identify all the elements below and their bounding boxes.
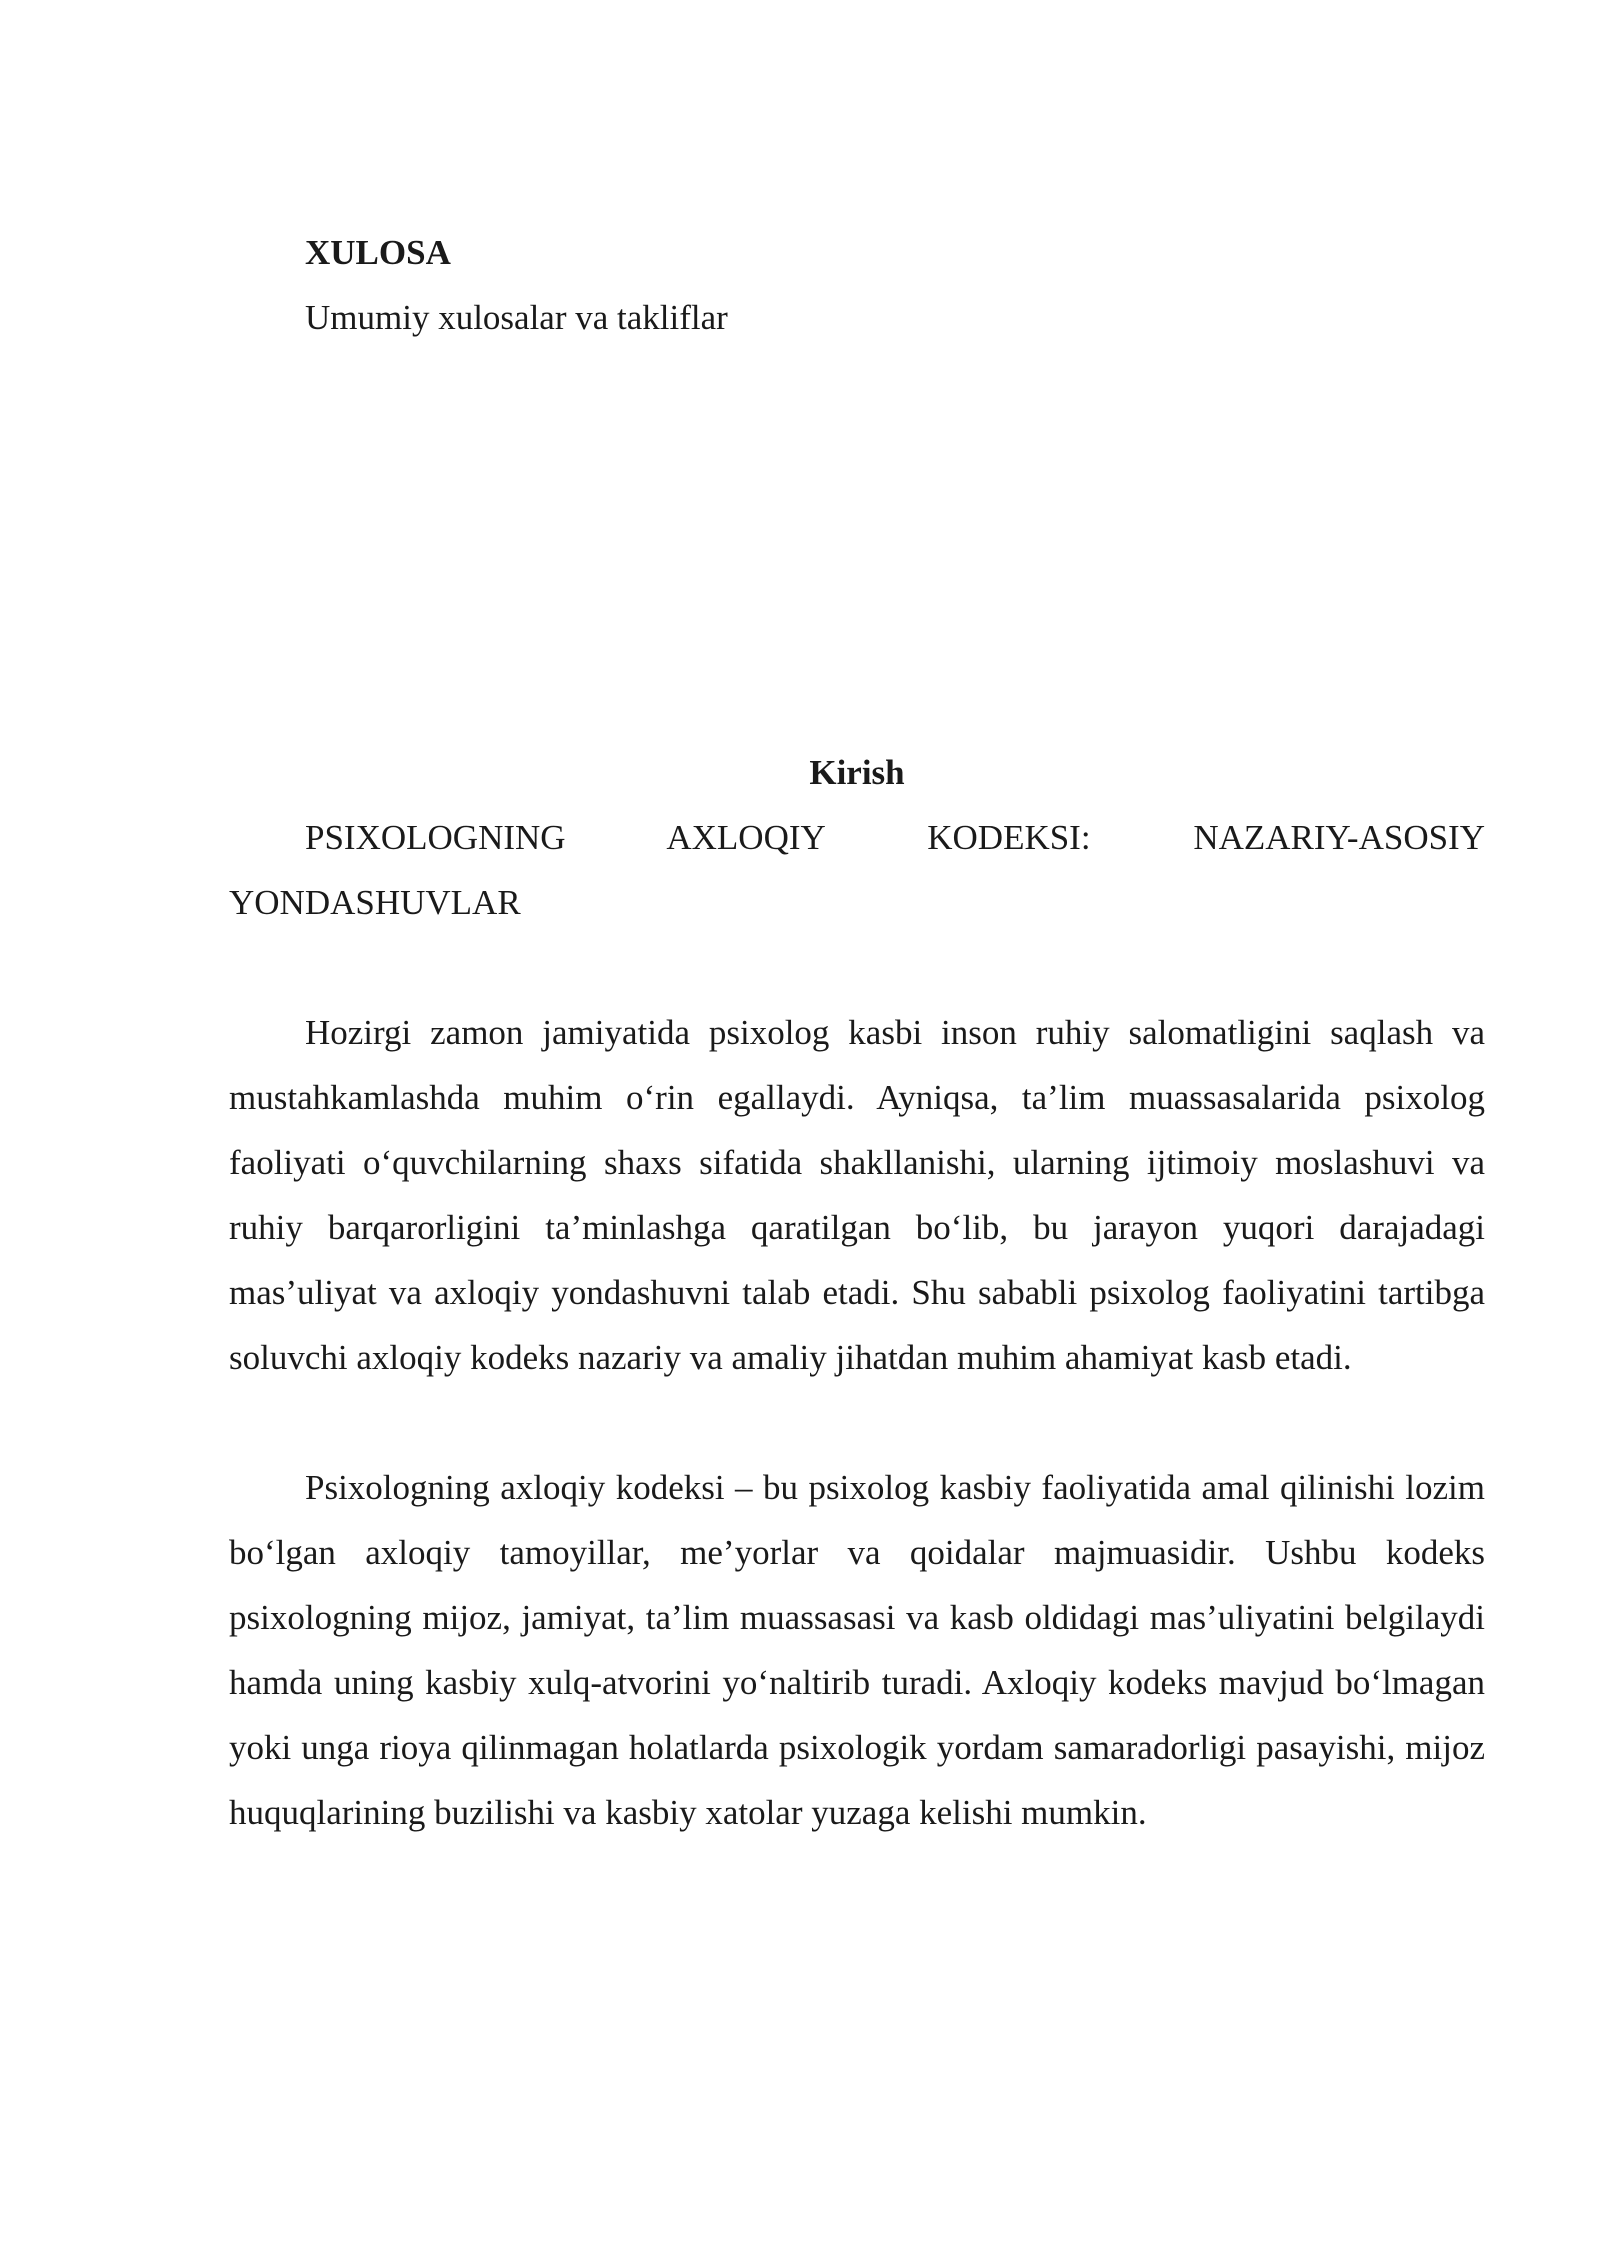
page-content <box>229 220 1485 1845</box>
intro-paragraph-2: Psixologning axloqiy kodeksi – bu psixolog kasbiy faoliyatida amal qilinishi lozim bo‘lgan axloqiy tamoyillar, me’yorlar va qoidalar majmuasidir. Ushbu kodeks psixologning mijoz, jamiyat, ta’lim muassasasi va kasb oldidagi mas’uliyatini belgilaydi hamda uning kasbiy xulq-atvorini yo‘naltirib turadi. Axloqiy kodeks mavjud bo‘lmagan yoki unga rioya qilinmagan holatlarda psixologik yordam samaradorligi pasayishi, mijoz huquqlarining buzilishi va kasbiy xatolar yuzaga kelishi mumkin. <box>229 1468 1485 1832</box>
blank-line <box>229 935 1485 1000</box>
page-spacer <box>229 350 1485 740</box>
blank-line <box>229 1390 1485 1455</box>
conclusion-subtitle: Umumiy xulosalar va takliflar <box>305 298 728 337</box>
intro-title: Kirish <box>809 753 905 792</box>
section-heading: PSIXOLOGNING AXLOQIY KODEKSI: NAZARIY-ASOSIY YONDASHUVLAR <box>229 818 1485 922</box>
conclusion-title: XULOSA <box>305 233 451 272</box>
intro-paragraph-1: Hozirgi zamon jamiyatida psixolog kasbi inson ruhiy salomatligini saqlash va mustahkamlashda muhim o‘rin egallaydi. Ayniqsa, ta’lim muassasalarida psixolog faoliyati o‘quvchilarning shaxs sifatida shakllanishi, ularning ijtimoiy moslashuvi va ruhiy barqarorligini ta’minlashga qaratilgan bo‘lib, bu jarayon yuqori darajadagi mas’uliyat va axloqiy yondashuvni talab etadi. Shu sababli psixolog faoliyatini tartibga soluvchi axloqiy kodeks nazariy va amaliy jihatdan muhim ahamiyat kasb etadi. <box>229 1013 1485 1377</box>
